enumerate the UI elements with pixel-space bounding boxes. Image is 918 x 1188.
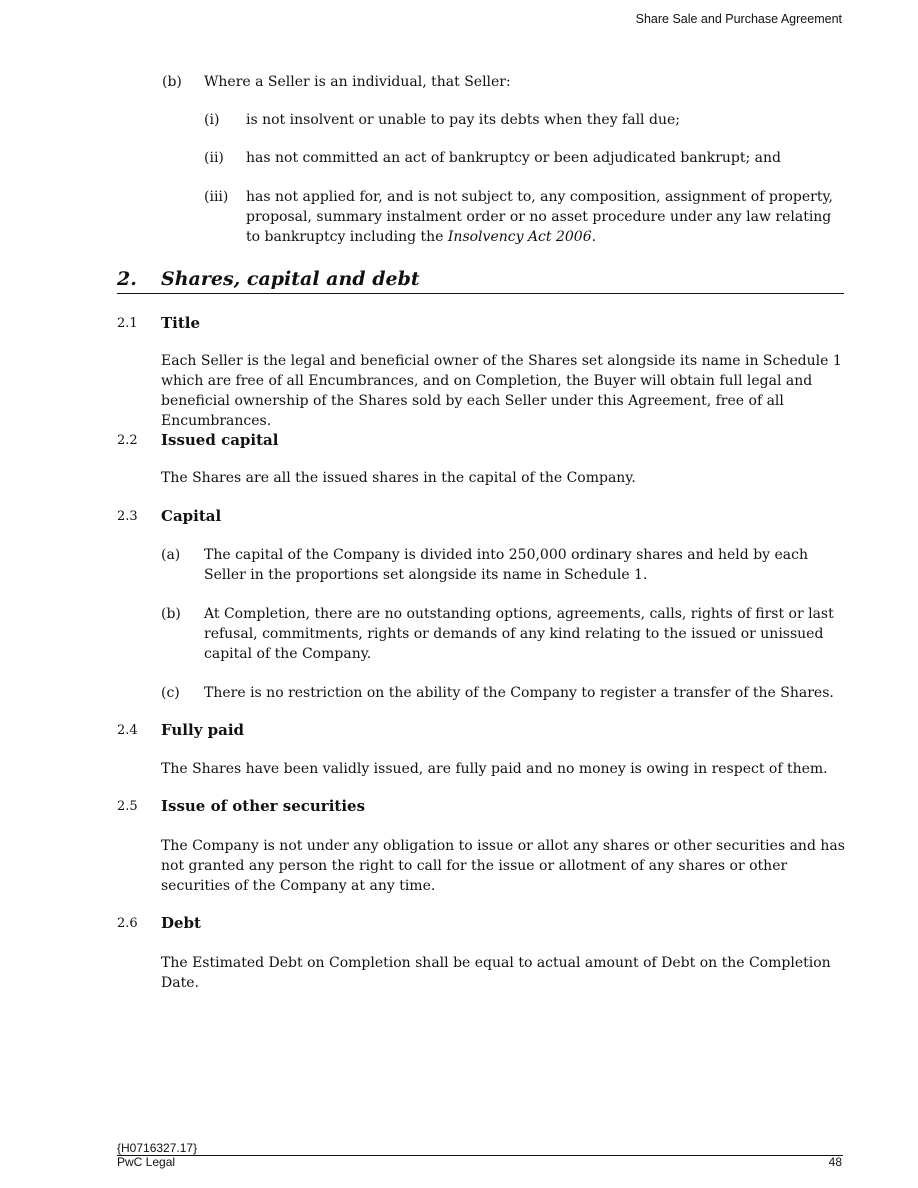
subclause-label: (b) [161, 606, 181, 622]
subclause-text: is not insolvent or unable to pay its debts when they fall due; [246, 112, 680, 128]
subclause-label: (ii) [204, 150, 224, 166]
statute-name: Insolvency Act 2006 [447, 229, 592, 245]
subclause-label: (a) [161, 547, 181, 563]
clause-text: Where a Seller is an individual, that Seller: [204, 74, 511, 90]
subclause-text-after: . [591, 229, 597, 245]
document-header-title: Share Sale and Purchase Agreement [635, 12, 842, 26]
clause-label: (b) [162, 74, 182, 90]
clause-heading: Debt [161, 914, 201, 932]
subclause-label: (iii) [204, 189, 229, 205]
clause-body: Each Seller is the legal and beneficial owner of the Shares set alongside its name in Schedule 1 which are free of all Encumbrances, and on Completion, the Buyer will obtain full legal and beneficial ownership of the Shares sold by each Seller under this Agreement, free of all Encumbrances. [161, 353, 842, 429]
clause-body: The Shares have been validly issued, are fully paid and no money is owing in respect of them. [161, 761, 828, 777]
clause-heading: Issue of other securities [161, 797, 366, 815]
subclause-label: (i) [204, 112, 220, 128]
subclause-text: The capital of the Company is divided into 250,000 ordinary shares and held by each Seller in the proportions set alongside its name in Schedule 1. [204, 547, 809, 583]
clause-heading: Title [161, 314, 201, 332]
subclause-text: At Completion, there are no outstanding options, agreements, calls, rights of first or last refusal, commitments, rights or demands of any kind relating to the issued or unissued capital of the Company. [204, 606, 834, 662]
clause-body: The Estimated Debt on Completion shall be equal to actual amount of Debt on the Completion Date. [161, 955, 831, 991]
clause-heading: Issued capital [161, 431, 279, 449]
subclause-text-before: has not applied for, and is not subject to, any composition, assignment of property, proposal, summary instalment order or no asset procedure under any law relating to bankruptcy including the [246, 189, 833, 245]
section-title: Shares, capital and debt [161, 268, 420, 290]
clause-body: The Shares are all the issued shares in the capital of the Company. [161, 470, 636, 486]
page-number: 48 [828, 1155, 842, 1169]
clause-heading: Fully paid [161, 721, 245, 739]
subclause-text: There is no restriction on the ability of the Company to register a transfer of the Shares. [204, 685, 834, 701]
footer-divider [117, 1155, 843, 1156]
footer-firm-name: PwC Legal [117, 1155, 176, 1169]
subclause-text [246, 187, 836, 247]
clause-number: 2.1 [117, 316, 138, 331]
subclause-text: has not committed an act of bankruptcy or been adjudicated bankrupt; and [246, 150, 781, 166]
clause-number: 2.3 [117, 509, 138, 524]
clause-number: 2.4 [117, 723, 138, 738]
clause-number: 2.5 [117, 799, 138, 814]
document-reference: {H0716327.17} [117, 1141, 198, 1155]
subclause-label: (c) [161, 685, 180, 701]
clause-body: The Company is not under any obligation to issue or allot any shares or other securities and has not granted any person the right to call for the issue or allotment of any shares or other securities of the Company at any time. [161, 838, 845, 894]
section-heading [117, 266, 844, 294]
clause-number: 2.6 [117, 916, 138, 931]
clause-number: 2.2 [117, 433, 138, 448]
clause-heading: Capital [161, 507, 222, 525]
section-number: 2. [117, 268, 137, 290]
